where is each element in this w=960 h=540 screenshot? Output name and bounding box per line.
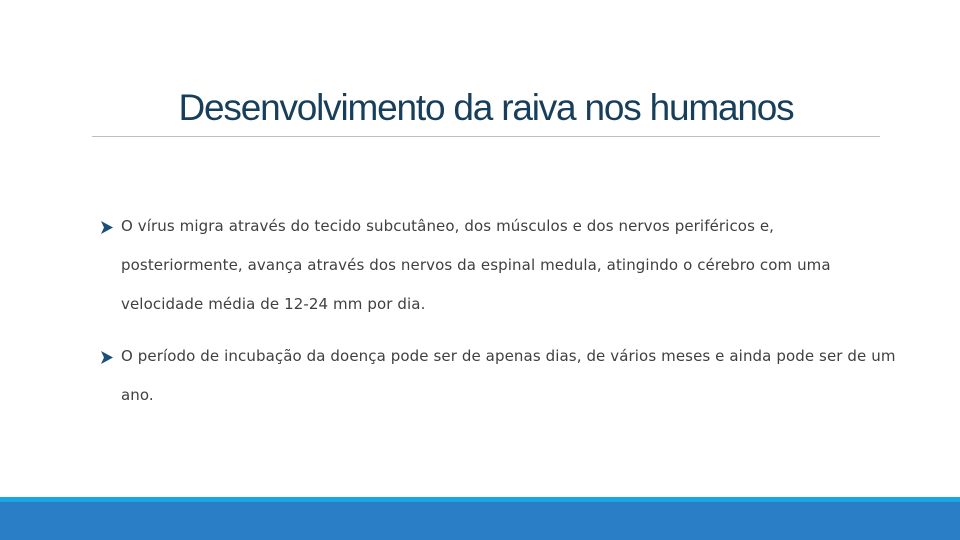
bullet-text: O período de incubação da doença pode ser de apenas dias, de vários meses e ainda pode ser de um ano. <box>121 347 896 404</box>
bullet-item <box>100 337 900 415</box>
arrow-bullet-icon <box>100 351 113 364</box>
title-divider <box>92 136 880 137</box>
footer-bar <box>0 497 960 540</box>
arrow-bullet-icon <box>100 221 113 234</box>
slide-title: Desenvolvimento da raiva nos humanos <box>178 87 794 128</box>
bullet-item <box>100 207 900 324</box>
footer-accent-stripe <box>0 497 960 502</box>
bullet-list <box>100 207 900 415</box>
bullet-text: O vírus migra através do tecido subcutâneo, dos músculos e dos nervos periféricos e, posteriormente, avança através dos nervos da espinal medula, atingindo o cérebro com uma velocidade média de 12-24 mm por dia. <box>121 217 831 313</box>
